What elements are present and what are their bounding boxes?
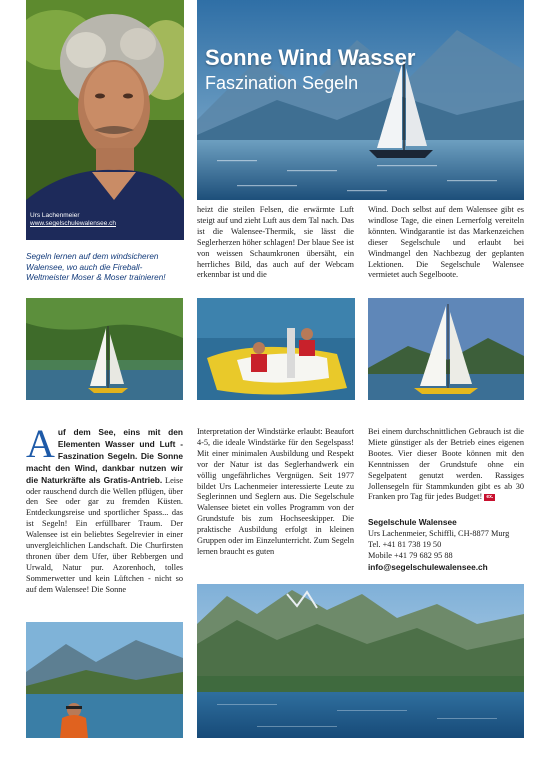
top-column-2 xyxy=(368,205,524,281)
headline-title: Sonne Wind Wasser xyxy=(205,45,416,70)
hero-photo xyxy=(197,0,524,200)
article-col2-body: Interpretation der Windstärke erlaubt: Beaufort 4-5, die ideale Windstärke für den Segelspass! Mit einer minimalen Ausbildung und Respekt vor der Natur ist das Seglerhandwerk ein völlig ungefährliches Vergnügen. Seit 1977 bildet Urs Lachenmeier interessierte Leute zu Seglerinnen und Seglern aus. Die Segelschule Walensee bietet ein volles Programm von der Grundstufe bis zum Hochseeskipper. Die praktische Ausbildung erfolgt in kleinen Gruppen oder im Einzelunterricht. Zum Segeln lernen braucht es guten xyxy=(197,427,354,556)
top-column-2-text: Wind. Doch selbst auf dem Walensee gibt es windlose Tage, die einen Lernerfolg vereiteln könnten. Windgarantie ist das Markenzeichen dieser Segelschule und erlaubt bei Windmangel den Nachbezug der geplanten Lektionen. Die Segelschule Walensee vermietet auch Segelboote. xyxy=(368,205,524,280)
article-lead: uf dem See, eins mit den Elementen Wasser und Luft - Faszination Segeln. Die Sonne macht den Wind, dankbar nutzen wir die Naturkräfte als Gratis-Antrieb. xyxy=(26,427,183,485)
portrait-photo xyxy=(26,0,184,240)
contact-tel: Tel. +41 81 738 19 50 xyxy=(368,540,442,550)
top-column-1 xyxy=(197,205,354,281)
photo-sailor-mountains xyxy=(26,622,183,738)
end-mark: ex. xyxy=(486,494,494,501)
article-col3-body: Bei einem durchschnittlichen Gebrauch ist die Miete günstiger als der Betrieb eines eigenen Bootes. Vier dieser Boote können mit den Kenntnissen der Grundstufe ohne ein Segelpatent genutzt werden. Rassiges Jollensegeln für Stammkunden gibt es ab 30 Franken pro Tag für jedes Budget! xyxy=(368,427,524,502)
contact-name: Segelschule Walensee xyxy=(368,517,457,528)
portrait-caption xyxy=(30,212,116,228)
contact-address: Urs Lachenmeier, Schiffli, CH-8877 Murg xyxy=(368,529,510,539)
article-column-1 xyxy=(26,421,183,596)
photo-panorama xyxy=(197,584,524,738)
article-column-3 xyxy=(368,427,524,573)
intro-caption: Segeln lernen auf dem windsicheren Walensee, wo auch die Fireball-Weltmeister Moser & Moser trainieren! xyxy=(26,252,166,282)
headline-subtitle: Faszination Segeln xyxy=(205,73,359,93)
dropcap: A xyxy=(26,421,55,466)
article-column-2 xyxy=(197,427,354,558)
photo-sailboat-shore xyxy=(368,298,524,400)
top-column-1-text: heizt die steilen Felsen, die erwärmte Luft steigt auf und zieht Luft aus dem Tal nach. Das ist die Walensee-Thermik, sie lässt die Seglerherzen höher schlagen! Der blaue See ist von weissen Schaumkronen übersäht, ein herrliches Bild, das auch auf der Webcam erkennbar ist und die xyxy=(197,205,354,280)
portrait-name: Urs Lachenmeier xyxy=(30,212,80,219)
photo-crew-boat xyxy=(197,298,355,400)
contact-block xyxy=(368,517,524,573)
article-col1-body: Leise oder rauschend durch die Wellen pflügen, über den See oder gar zu fremden Küsten. Entdeckungsreise und sportlicher Spass... das ist Segeln! Ein erfüllbarer Traum. Der Walensee ist ein beliebtes Segelrevier in einer unvergleichlichen Landschaft. Die Churfirsten thronen über dem Ufer, über Rebbergen und Urwald, Natur pur. Azorenhoch, tolles Sommerwetter und kein Lüftchen - nicht so auf dem Walensee! Die Sonne xyxy=(26,475,183,594)
portrait-url: www.segelschulewalensee.ch xyxy=(30,220,116,227)
photo-sailboat-lake xyxy=(26,298,183,400)
contact-mobile: Mobile +41 79 682 95 88 xyxy=(368,551,453,561)
contact-email[interactable]: info@segelschulewalensee.ch xyxy=(368,561,488,572)
